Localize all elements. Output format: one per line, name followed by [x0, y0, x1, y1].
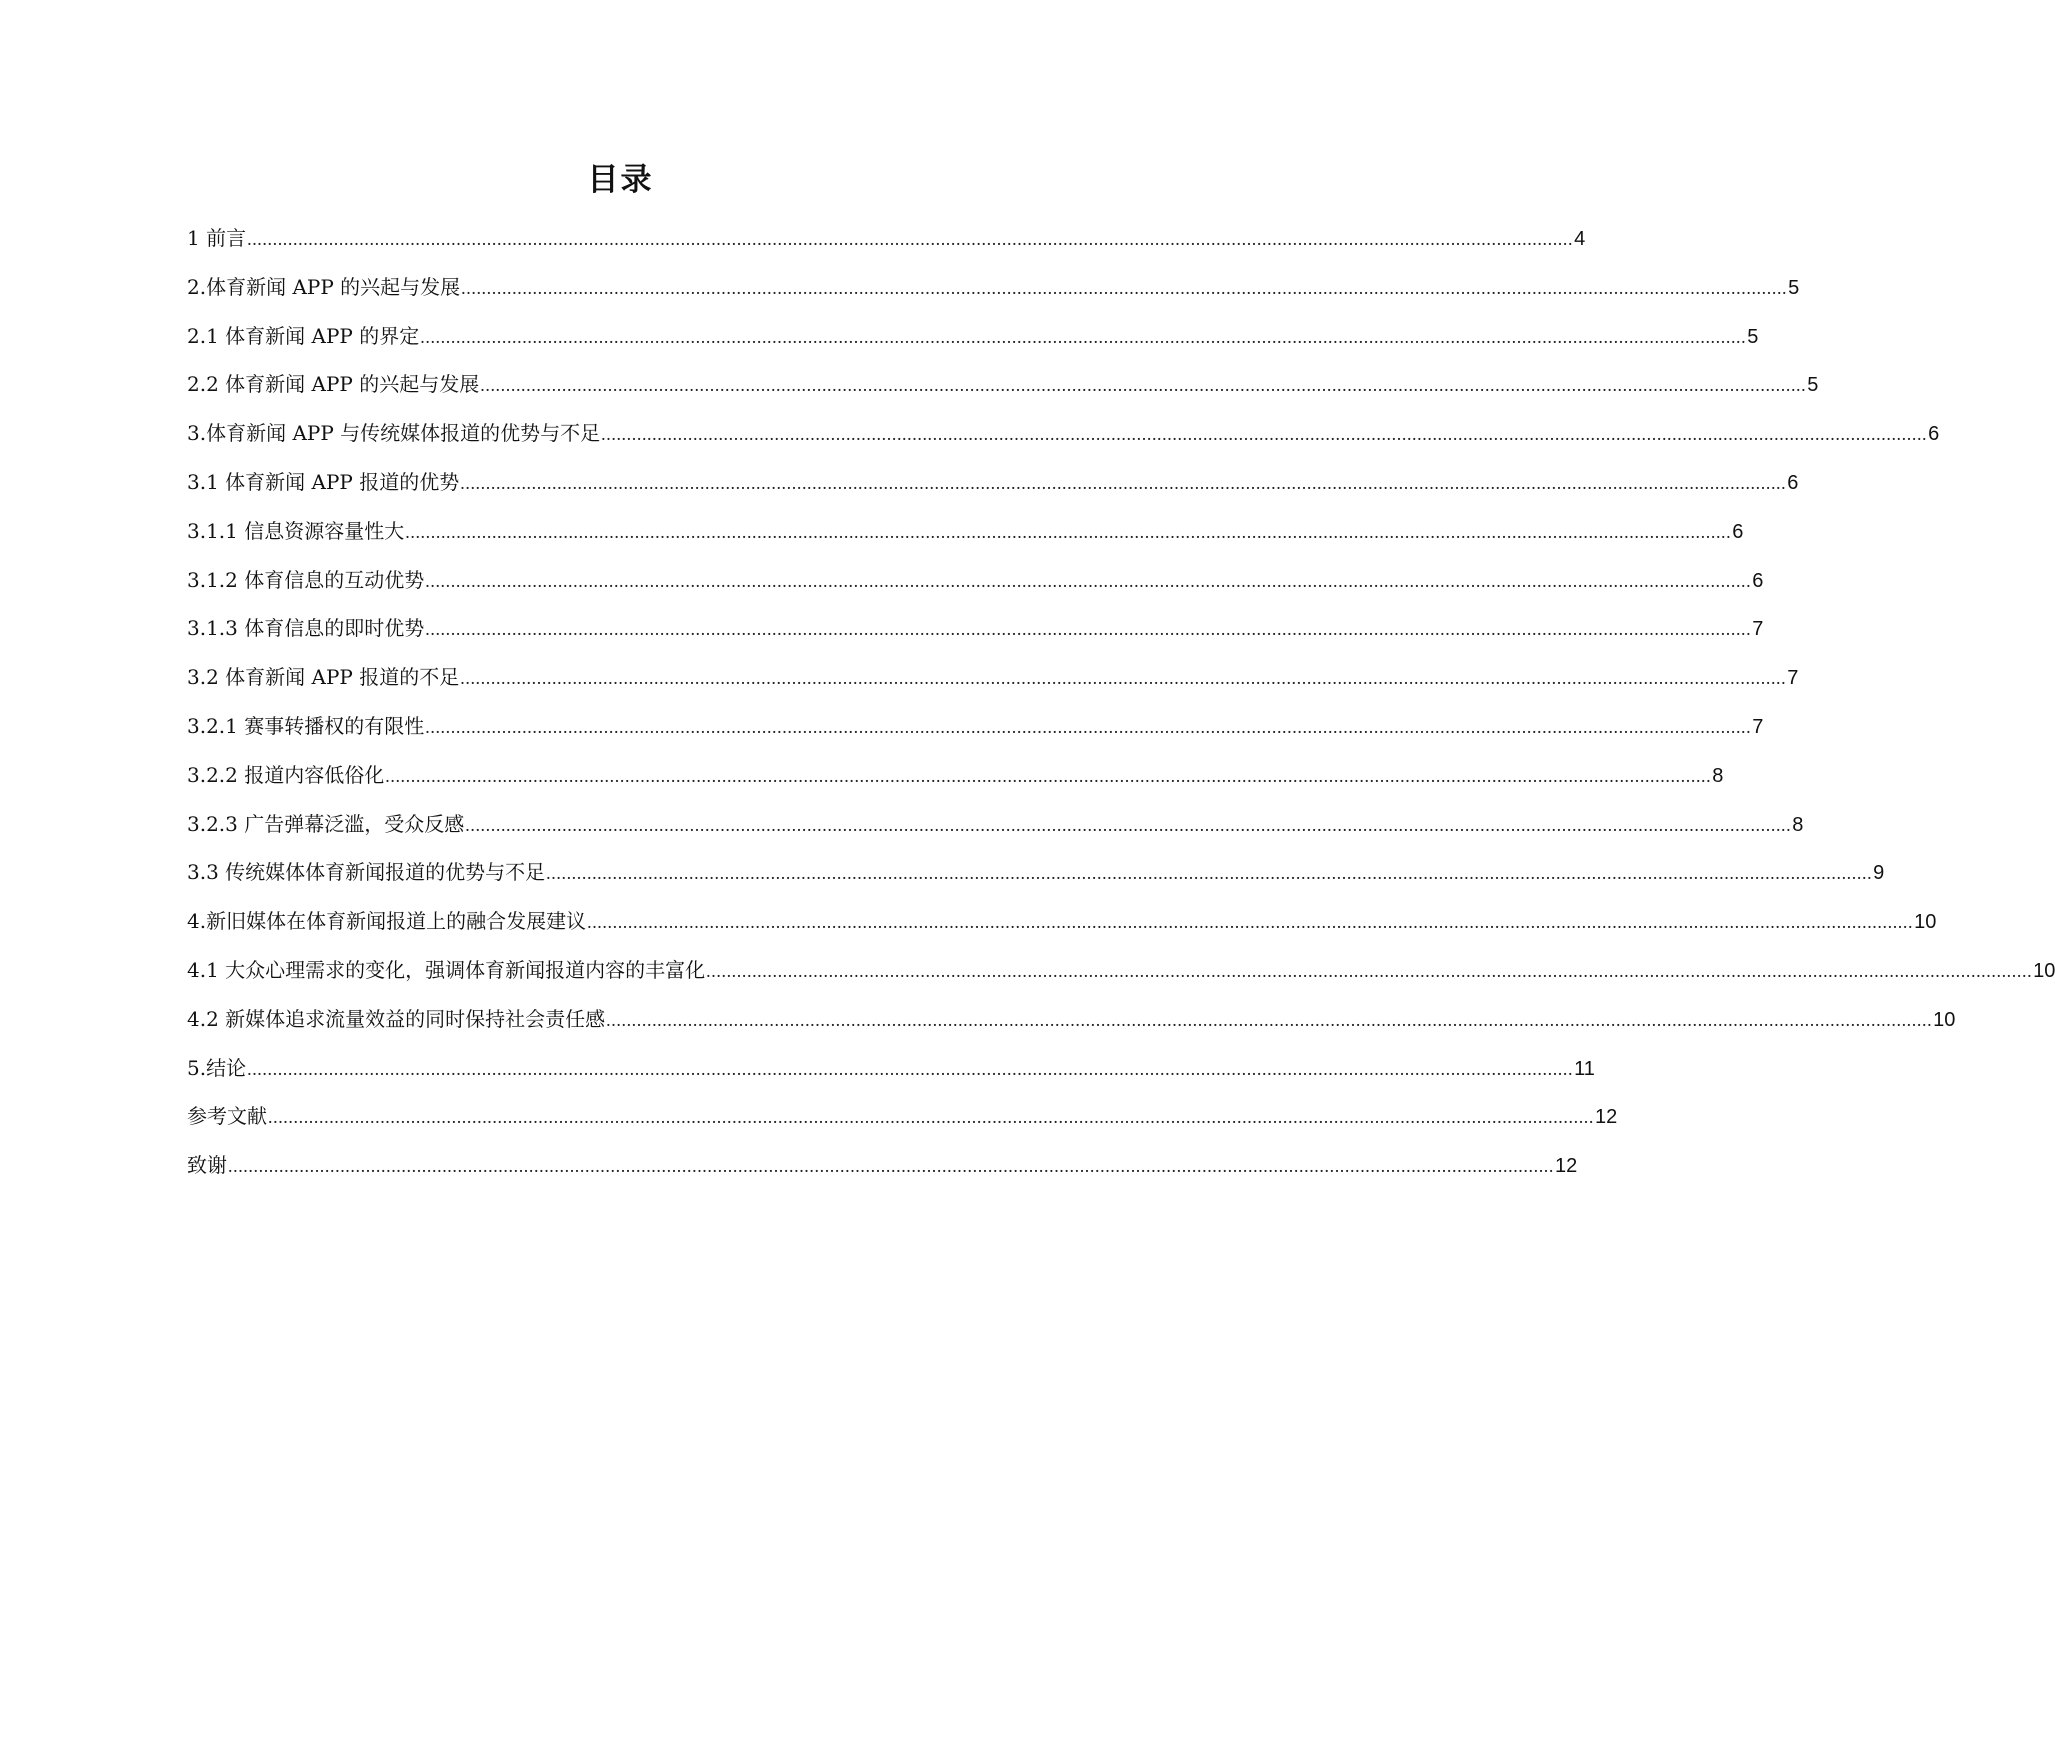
toc-dot-leader: .................................................................................................................................................................................................................................................................... — [706, 960, 2033, 981]
toc-entry-page-number: 10 — [1933, 1008, 1956, 1031]
toc-entry-label: 3.2.2 报道内容低俗化 — [187, 762, 385, 787]
toc-entry-label: 3.2.3 广告弹幕泛滥，受众反感 — [187, 811, 465, 836]
toc-dot-leader: .................................................................................................................................................................................................................................................................... — [425, 716, 1752, 737]
toc-entry[interactable] — [187, 810, 1804, 859]
toc-entry-page-number: 6 — [1787, 471, 1799, 494]
toc-entry-label: 参考文献 — [187, 1104, 267, 1129]
toc-dot-leader: .................................................................................................................................................................................................................................................................... — [247, 1058, 1574, 1079]
toc-entry[interactable] — [187, 956, 2055, 1005]
toc-dot-leader: .................................................................................................................................................................................................................................................................... — [461, 277, 1788, 298]
toc-entry[interactable] — [187, 663, 1799, 712]
toc-entry-page-number: 9 — [1873, 862, 1885, 885]
toc-entry-label: 2.体育新闻 APP 的兴起与发展 — [187, 274, 461, 299]
toc-entry-label: 5.结论 — [187, 1055, 247, 1080]
table-of-contents — [187, 224, 2055, 1200]
toc-entry-label: 1 前言 — [187, 226, 247, 250]
toc-entry[interactable] — [187, 1054, 1595, 1103]
toc-entry[interactable] — [187, 1151, 1578, 1200]
toc-entry-label: 3.1 体育新闻 APP 报道的优势 — [187, 469, 460, 494]
toc-entry[interactable] — [187, 1005, 1956, 1054]
toc-entry-page-number: 12 — [1555, 1155, 1578, 1178]
toc-dot-leader: .................................................................................................................................................................................................................................................................... — [268, 1107, 1594, 1128]
toc-entry-page-number: 4 — [1574, 228, 1586, 250]
toc-entry-page-number: 10 — [1914, 911, 1937, 934]
toc-entry-page-number: 7 — [1787, 667, 1799, 690]
toc-dot-leader: .................................................................................................................................................................................................................................................................... — [460, 668, 1787, 689]
toc-entry-page-number: 7 — [1752, 715, 1764, 738]
toc-entry[interactable] — [187, 1102, 1618, 1151]
toc-entry-page-number: 8 — [1792, 813, 1804, 836]
toc-entry-page-number: 12 — [1595, 1106, 1618, 1129]
toc-entry-label: 3.1.1 信息资源容量性大 — [187, 518, 405, 543]
toc-entry-label: 3.体育新闻 APP 与传统媒体报道的优势与不足 — [187, 421, 601, 446]
toc-entry-label: 4.2 新媒体追求流量效益的同时保持社会责任感 — [187, 1006, 606, 1031]
toc-entry[interactable] — [187, 273, 1800, 322]
toc-entry-label: 4.1 大众心理需求的变化，强调体育新闻报道内容的丰富化 — [187, 957, 706, 982]
toc-entry[interactable] — [187, 614, 1764, 663]
toc-dot-leader: .................................................................................................................................................................................................................................................................... — [247, 229, 1574, 249]
toc-entry[interactable] — [187, 761, 1724, 810]
toc-entry-page-number: 5 — [1788, 276, 1800, 299]
toc-entry-label: 致谢 — [187, 1153, 227, 1178]
toc-entry-label: 3.2 体育新闻 APP 报道的不足 — [187, 665, 460, 690]
page-title: 目录 — [587, 162, 654, 198]
toc-dot-leader: .................................................................................................................................................................................................................................................................... — [420, 326, 1747, 347]
toc-entry-label: 2.2 体育新闻 APP 的兴起与发展 — [187, 372, 480, 397]
toc-entry-page-number: 11 — [1574, 1057, 1595, 1080]
toc-entry[interactable] — [187, 858, 1885, 907]
toc-entry-page-number: 10 — [2033, 959, 2055, 982]
toc-entry-page-number: 6 — [1732, 520, 1744, 543]
toc-entry-label: 3.2.1 赛事转播权的有限性 — [187, 713, 425, 738]
toc-dot-leader: .................................................................................................................................................................................................................................................................... — [606, 1009, 1933, 1030]
toc-entry-page-number: 5 — [1747, 325, 1759, 348]
toc-dot-leader: .................................................................................................................................................................................................................................................................... — [425, 570, 1752, 591]
toc-entry-label: 4.新旧媒体在体育新闻报道上的融合发展建议 — [187, 909, 587, 934]
toc-entry-page-number: 8 — [1712, 764, 1724, 787]
toc-dot-leader: .................................................................................................................................................................................................................................................................... — [480, 375, 1807, 396]
toc-dot-leader: .................................................................................................................................................................................................................................................................... — [385, 765, 1712, 786]
toc-dot-leader: .................................................................................................................................................................................................................................................................... — [228, 1156, 1554, 1177]
toc-dot-leader: .................................................................................................................................................................................................................................................................... — [587, 912, 1914, 933]
toc-entry-page-number: 5 — [1807, 374, 1819, 397]
toc-dot-leader: .................................................................................................................................................................................................................................................................... — [405, 521, 1732, 542]
toc-entry-label: 2.1 体育新闻 APP 的界定 — [187, 323, 420, 348]
toc-entry[interactable] — [187, 468, 1799, 517]
toc-entry[interactable] — [187, 517, 1744, 566]
toc-entry[interactable] — [187, 370, 1819, 419]
toc-entry[interactable] — [187, 419, 1940, 468]
toc-entry-label: 3.1.3 体育信息的即时优势 — [187, 616, 425, 641]
toc-entry-page-number: 6 — [1928, 423, 1940, 446]
toc-entry[interactable] — [187, 322, 1759, 371]
toc-dot-leader: .................................................................................................................................................................................................................................................................... — [601, 424, 1928, 445]
toc-entry-label: 3.1.2 体育信息的互动优势 — [187, 567, 425, 592]
toc-entry-label: 3.3 传统媒体体育新闻报道的优势与不足 — [187, 860, 546, 885]
toc-entry[interactable] — [187, 566, 1764, 615]
toc-dot-leader: .................................................................................................................................................................................................................................................................... — [460, 472, 1787, 493]
toc-entry[interactable] — [187, 907, 1937, 956]
toc-entry-page-number: 6 — [1752, 569, 1764, 592]
toc-entry[interactable] — [187, 712, 1764, 761]
toc-dot-leader: .................................................................................................................................................................................................................................................................... — [546, 863, 1873, 884]
toc-entry-page-number: 7 — [1752, 618, 1764, 641]
toc-dot-leader: .................................................................................................................................................................................................................................................................... — [465, 814, 1792, 835]
toc-dot-leader: .................................................................................................................................................................................................................................................................... — [425, 619, 1752, 640]
toc-entry[interactable] — [187, 224, 1586, 273]
